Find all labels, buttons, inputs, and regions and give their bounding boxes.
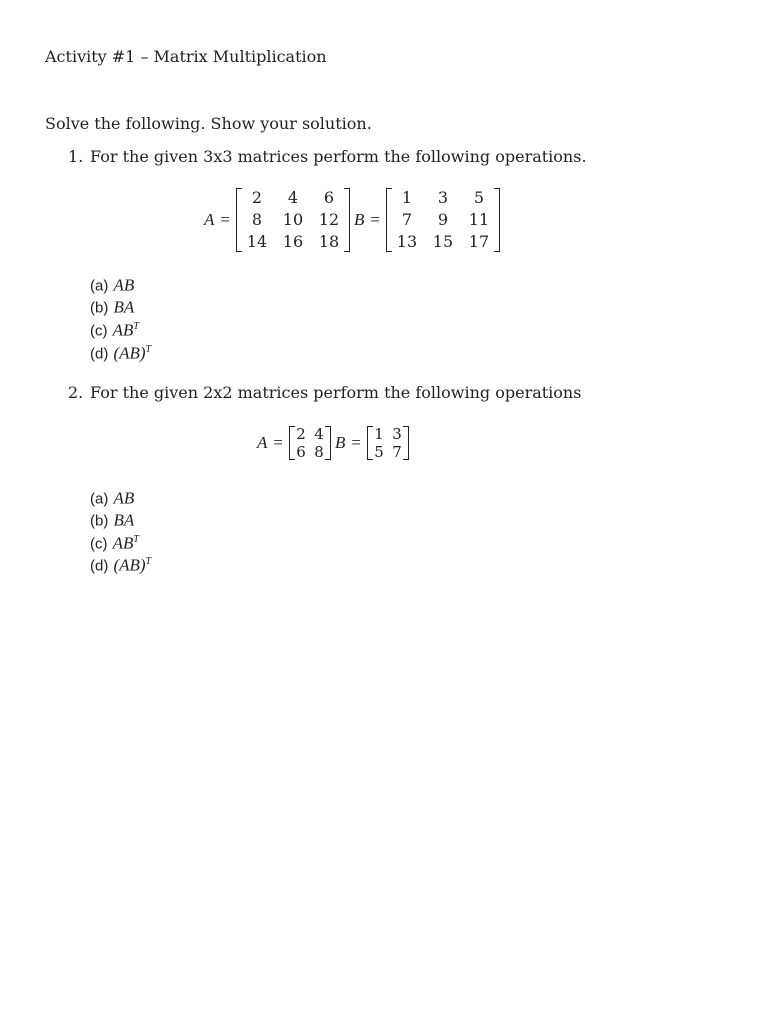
- matrix-cell: 9: [437, 210, 449, 229]
- matrix-cell: 8: [314, 443, 324, 461]
- matrix-cell: 6: [323, 188, 335, 207]
- instruction-text: Solve the following. Show your solution.: [45, 114, 372, 133]
- matrix-cell: 1: [401, 188, 413, 207]
- problem-2-part-d: (d) (AB)$^T$: [90, 555, 152, 575]
- matrix-cell: 6: [296, 443, 306, 461]
- matrix-cell: 4: [314, 425, 324, 443]
- problem-1-number: 1.: [68, 147, 84, 166]
- matrix-cell: 5: [473, 188, 485, 207]
- matrix-cell: 3: [437, 188, 449, 207]
- matrix-cell: 2: [251, 188, 263, 207]
- problem-2-number: 2.: [68, 383, 84, 402]
- matrix-cell: 13: [396, 232, 418, 251]
- matrix-cell: 12: [318, 210, 340, 229]
- matrix-b-label: B: [353, 210, 365, 229]
- matrix-cell: 15: [432, 232, 454, 251]
- matrix-cell: 2: [296, 425, 306, 443]
- matrix-cell: 4: [287, 188, 299, 207]
- matrix-a-3x3: [236, 187, 350, 253]
- matrix-a-label: A: [204, 210, 215, 229]
- equals-sign: =: [273, 433, 283, 452]
- matrix-a-label: A: [257, 433, 268, 452]
- matrix-b-2x2: [367, 425, 409, 461]
- matrix-cell: 11: [468, 210, 490, 229]
- problem-1-part-c: (c) $AB^T$: [90, 320, 139, 340]
- matrix-cell: 16: [282, 232, 304, 251]
- problem-2-part-b: (b) BA: [90, 510, 135, 530]
- equals-sign: =: [370, 210, 380, 229]
- matrix-cell: 1: [374, 425, 384, 443]
- problem-2-equation: [257, 425, 409, 461]
- matrix-cell: 8: [251, 210, 263, 229]
- problem-1-part-a: (a) AB: [90, 275, 135, 295]
- matrix-cell: 7: [401, 210, 413, 229]
- equals-sign: =: [351, 433, 361, 452]
- problem-2-part-a: (a) AB: [90, 488, 135, 508]
- matrix-cell: 7: [392, 443, 402, 461]
- matrix-cell: 5: [374, 443, 384, 461]
- problem-1-part-d: (d) (AB)$^T$: [90, 343, 152, 363]
- problem-2-part-c: (c) $AB^T$: [90, 533, 139, 553]
- matrix-cell: 10: [282, 210, 304, 229]
- page-title: Activity #1 – Matrix Multiplication: [45, 47, 327, 66]
- matrix-a-2x2: [289, 425, 331, 461]
- problem-1-part-b: (b) BA: [90, 297, 135, 317]
- matrix-cell: 18: [318, 232, 340, 251]
- matrix-cell: 3: [392, 425, 402, 443]
- problem-2-text: For the given 2x2 matrices perform the following operations: [90, 383, 582, 402]
- problem-1-text: For the given 3x3 matrices perform the following operations.: [90, 147, 587, 166]
- problem-1-equation: [204, 187, 500, 253]
- matrix-cell: 17: [468, 232, 490, 251]
- matrix-cell: 14: [246, 232, 268, 251]
- matrix-b-label: B: [334, 433, 346, 452]
- equals-sign: =: [220, 210, 230, 229]
- matrix-b-3x3: [386, 187, 500, 253]
